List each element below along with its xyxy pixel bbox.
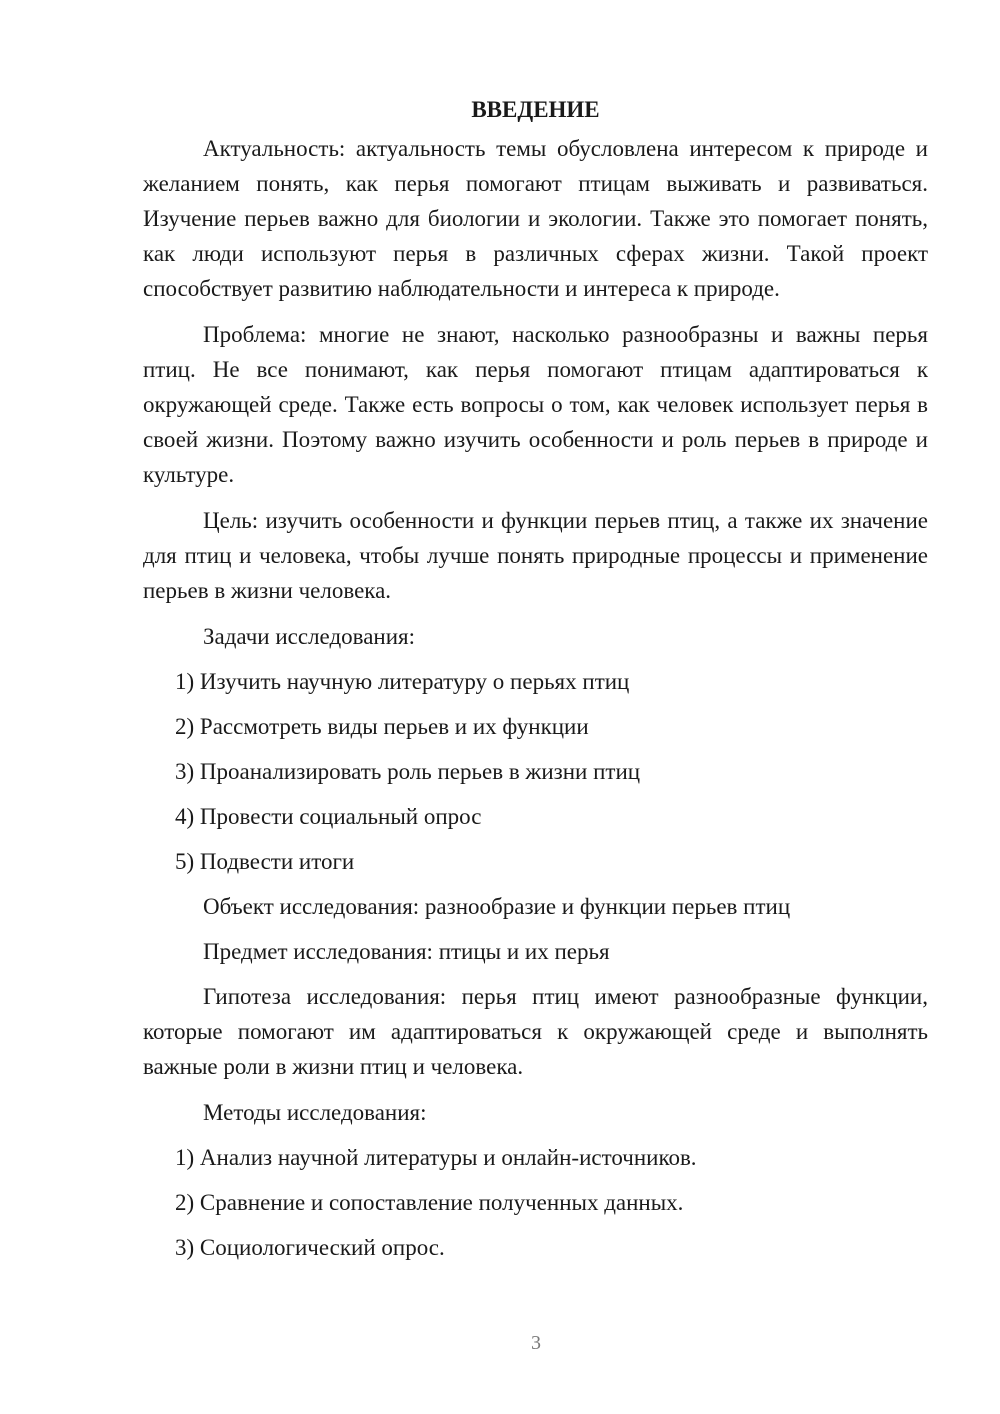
methods-heading: Методы исследования: (203, 1100, 427, 1125)
method-item: 1) Анализ научной литературы и онлайн-источников. (175, 1145, 697, 1170)
research-subject: Предмет исследования: птицы и их перья (203, 939, 610, 964)
research-object: Объект исследования: разнообразие и функции перьев птиц (203, 894, 791, 919)
task-item: 4) Провести социальный опрос (175, 804, 482, 829)
task-item: 5) Подвести итоги (175, 849, 355, 874)
method-item: 3) Социологический опрос. (175, 1235, 445, 1260)
task-item: 3) Проанализировать роль перьев в жизни птиц (175, 759, 641, 784)
page-title: ВВЕДЕНИЕ (471, 97, 600, 122)
method-item: 2) Сравнение и сопоставление полученных данных. (175, 1190, 684, 1215)
relevance-paragraph: Актуальность: актуальность темы обусловлена интересом к природе и желанием понять, как перья помогают птицам выживать и развиваться. Изучение перьев важно для биологии и экологии. Также это помогает понять, как люди используют перья в различных сферах жизни. Такой проект способствует развитию наблюдательности и интереса к природе. (143, 136, 928, 301)
task-item: 1) Изучить научную литературу о перьях птиц (175, 669, 630, 694)
document-body (143, 92, 928, 1275)
page-number: 3 (531, 1332, 541, 1354)
hypothesis-paragraph: Гипотеза исследования: перья птиц имеют разнообразные функции, которые помогают им адаптироваться к окружающей среде и выполнять важные роли в жизни птиц и человека. (143, 984, 928, 1079)
goal-paragraph: Цель: изучить особенности и функции перьев птиц, а также их значение для птиц и человека, чтобы лучше понять природные процессы и применение перьев в жизни человека. (143, 508, 928, 603)
problem-paragraph: Проблема: многие не знают, насколько разнообразны и важны перья птиц. Не все понимают, как перья помогают птицам адаптироваться к окружающей среде. Также есть вопросы о том, как человек использует перья в своей жизни. Поэтому важно изучить особенности и роль перьев в природе и культуре. (143, 322, 928, 487)
task-item: 2) Рассмотреть виды перьев и их функции (175, 714, 589, 739)
tasks-heading: Задачи исследования: (203, 624, 416, 649)
